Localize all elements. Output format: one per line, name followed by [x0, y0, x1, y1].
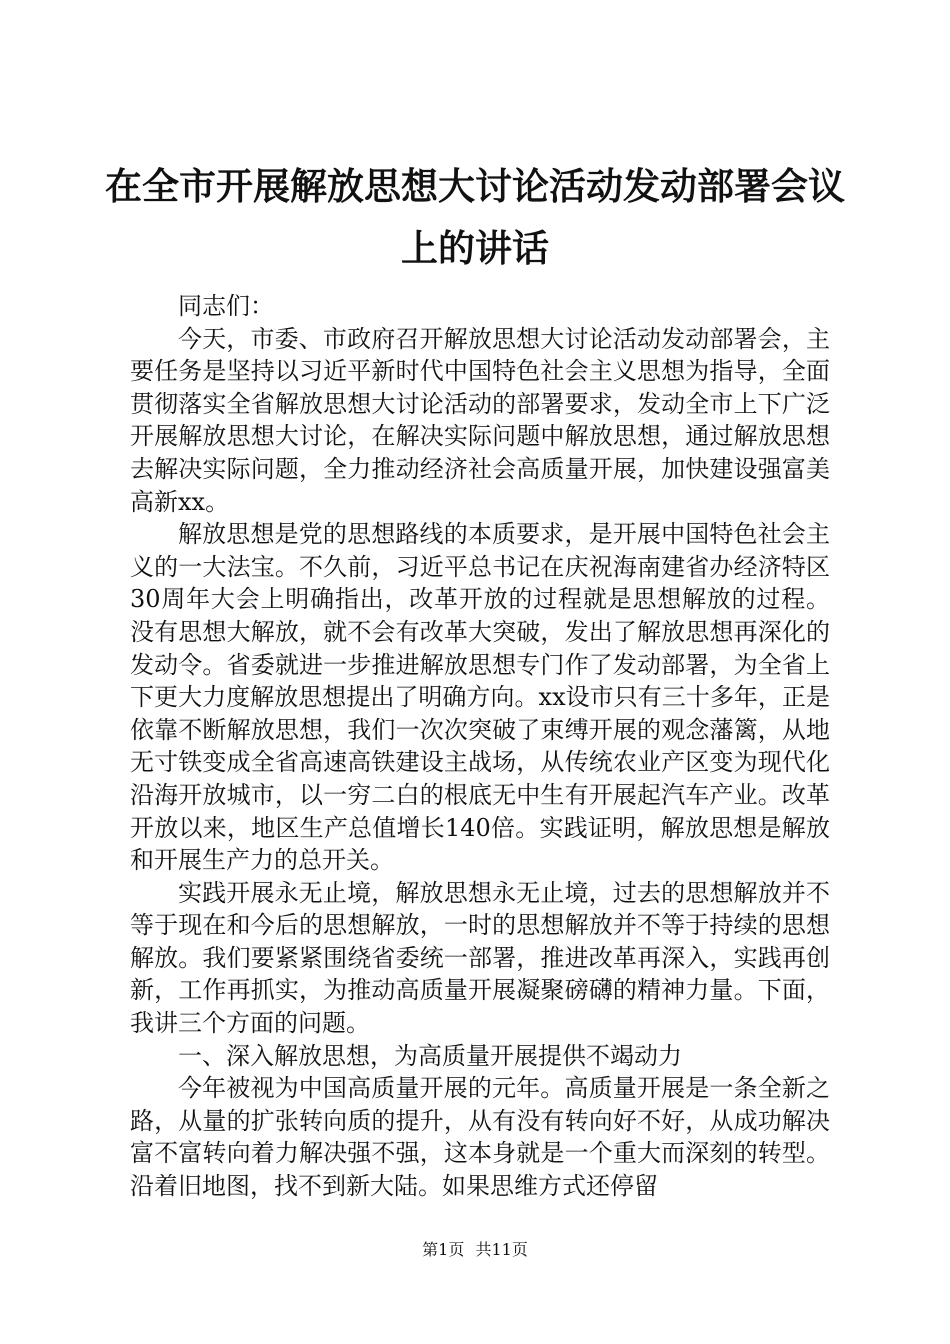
document-title: 在全市开展解放思想大讨论活动发动部署会议上的讲话 [105, 165, 845, 270]
paragraph: 实践开展永无止境，解放思想永无止境，过去的思想解放并不等于现在和今后的思想解放，一时的思想解放并不等于持续的思想解放。我们要紧紧围绕省委统一部署，推进改革再深入，实践再创新，工作再抓实，为推动高质量开展凝聚磅礴的精神力量。下面，我讲三个方面的问题。 [130, 878, 830, 1038]
salutation: 同志们： [178, 292, 274, 320]
paragraph: 解放思想是党的思想路线的本质要求，是开展中国特色社会主义的一大法宝。不久前，习近平总书记在庆祝海南建省办经济特区30周年大会上明确指出，改革开放的过程就是思想解放的过程。没有思想大解放，就不会有改革大突破，发出了解放思想再深化的发动令。省委就进一步推进解放思想专门作了发动部署，为全省上下更大力度解放思想提出了明确方向。xx设市只有三十多年，正是依靠不断解放思想，我们一次次突破了束缚开展的观念藩篱，从地无寸铁变成全省高速高铁建设主战场，从传统农业产区变为现代化沿海开放城市，以一穷二白的根底无中生有开展起汽车产业。改革开放以来，地区生产总值增长140倍。实践证明，解放思想是解放和开展生产力的总开关。 [130, 520, 830, 875]
paragraph: 今年被视为中国高质量开展的元年。高质量开展是一条全新之路，从量的扩张转向质的提升，从有没有转向好不好，从成功解决富不富转向着力解决强不强，这本身就是一个重大而深刻的转型。沿着旧地图，找不到新大陆。如果思维方式还停留 [130, 1074, 830, 1201]
page-footer [0, 1240, 950, 1260]
page-total: 共11页 [475, 1240, 528, 1259]
section-heading: 一、深入解放思想，为高质量开展提供不竭动力 [178, 1041, 682, 1070]
page-number: 第1页 [422, 1240, 465, 1259]
paragraph: 今天，市委、市政府召开解放思想大讨论活动发动部署会，主要任务是坚持以习近平新时代中国特色社会主义思想为指导，全面贯彻落实全省解放思想大讨论活动的部署要求，发动全市上下广泛开展解放思想大讨论，在解决实际问题中解放思想，通过解放思想去解决实际问题，全力推动经济社会高质量开展，加快建设强富美高新xx。 [130, 324, 830, 516]
document-body [130, 290, 830, 1203]
